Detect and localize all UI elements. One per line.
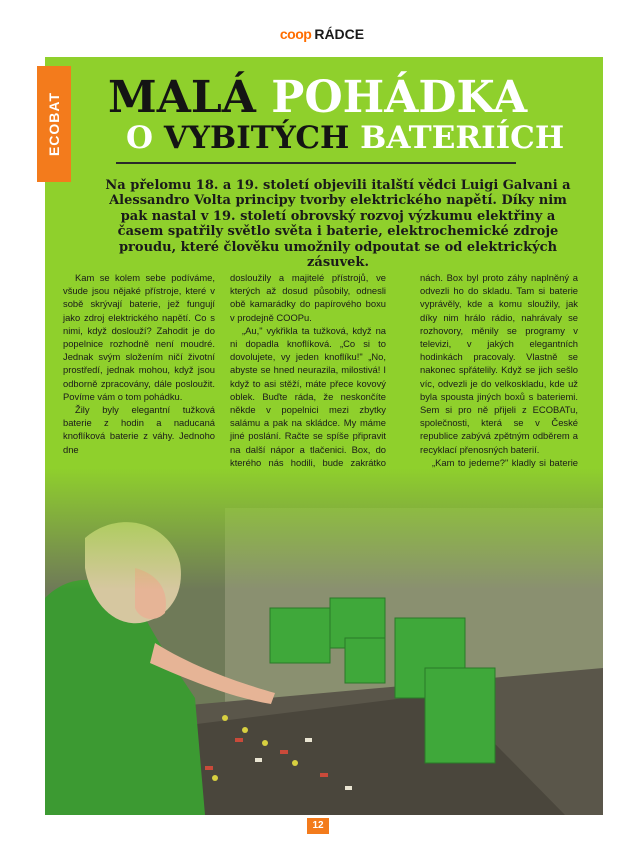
headline-line-1	[108, 74, 527, 122]
headline-word-mala: MALÁ	[108, 72, 256, 123]
paragraph: „Kam to jedeme?" kladly si baterie	[432, 456, 578, 468]
rubric-title: RÁDCE	[314, 26, 365, 42]
paragraph: nách. Box byl proto záhy naplněný a odvezli ho do skladu. Tam si baterie vyprávěly, kde a komu sloužily, jak díky nim hrálo rádio, nahrávaly se rozhovory, měnily se programy v televizi, v jakých elegantních hodinkách pracovaly. Vlastně se nakonec spřátelily. Když se jich sešlo víc, odvezli je do velkoskladu, kde už byla spousta jiných boxů s bateriemi. Sem si pro ně přijeli z ECOBATu, společnosti, která se v České republice zabývá zpětným odběrem a recyklací přenosných baterií.	[420, 272, 578, 455]
paragraph: Kam se kolem sebe podíváme, všude jsou nějaké přístroje, které v sobě skrývají baterie, jež fungují jako zdroj elektrického napětí. Co s nimi, když doslouží? Zahodit je do popelnice rozhodně není moudré. Jednak svým složením ničí životní prostředí, jednak mohou, když jsou odborně zpracovány, dále posloužit. Povíme vám o tom pohádku.	[63, 272, 215, 402]
paragraph: „Au," vykřikla ta tužková, když na ni dopadla knoflíková. „Co si to dovolujete, vy jeden knoflíku!" „No, abyste se hned neurazila, milostivá! I když to asi stěží, máte přece kovový oblek. Buďte ráda, že neskončíte někde v popelnici mezi zbytky salámu a pak na skládce. My máme jiné poslání. Račte se spíše připravit na další nápor a tlačenici. Box, do kterého nás hodili, bude zakrátko	[230, 324, 386, 468]
section-tab-label: ECOBAT	[46, 91, 62, 157]
headline-word-pohadka: POHÁDKA	[271, 72, 528, 123]
paragraph: dosloužily a majitelé přístrojů, ve kterých až dosud působily, odnesli obě kamarádky do papírového boxu v prodejně COOPu.	[230, 272, 386, 323]
headline-line-2	[126, 120, 564, 156]
page-number: 12	[307, 818, 329, 834]
lead-paragraph: Na přelomu 18. a 19. století objevili italští vědci Luigi Galvani a Alessandro Volta principy tvorby elektrického napětí. Díky nim pak nastal v 19. století obrovský rozvoj výzkumu elektřiny a časem spatřily světlo světa i baterie, elektrochemické zdroje proudu, které člověku umožnily odpoutat se od elektrických zásuvek.	[105, 178, 571, 271]
headline-word-o: O	[126, 120, 154, 156]
sorting-photo	[45, 468, 603, 815]
section-tab	[37, 66, 71, 182]
paragraph: Žily byly elegantní tužková baterie z hodin a naducaná knoflíková baterie z váhy. Jednoho dne	[63, 404, 215, 455]
text-column-1	[63, 271, 215, 456]
coop-logo: coop	[279, 26, 312, 42]
headline-word-vybitych: VYBITÝCH	[163, 120, 350, 156]
headline-word-bateriich: BATERIÍCH	[360, 120, 565, 156]
page-header	[0, 26, 644, 48]
headline-rule	[116, 162, 516, 164]
